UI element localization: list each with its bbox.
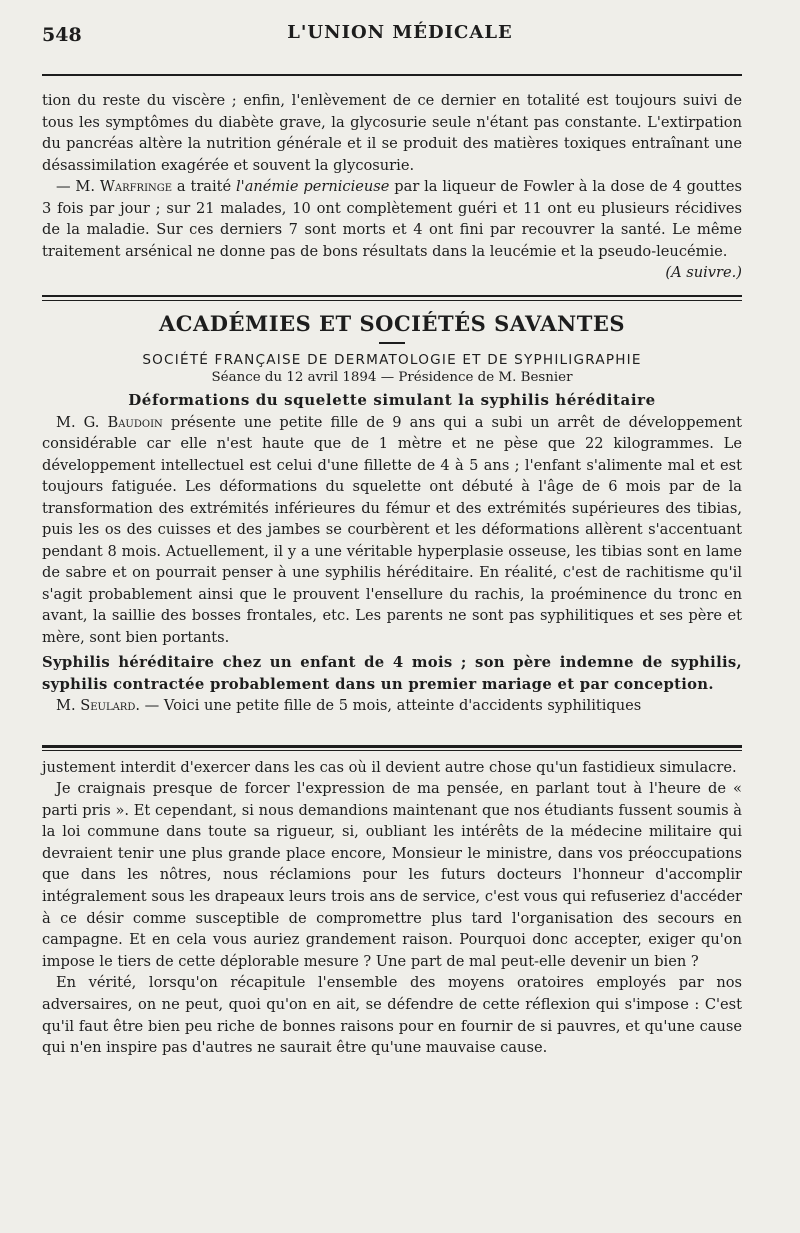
title-rule xyxy=(379,342,405,344)
seance-line: Séance du 12 avril 1894 — Présidence de M. Besnier xyxy=(211,369,573,385)
header-rule xyxy=(42,74,742,76)
paragraph-warfringe: — M. Warfringe a traité l'anémie pernicieuse par la liqueur de Fowler à la dose de 4 gouttes 3 fois par jour ; sur 21 malades, 10 ont complètement guéri et 11 ont eu plusieurs récidives de la maladie. Sur ces derniers 7 sont morts et 4 ont fini par recouvrer la santé. Le même traitement arsénical ne donne pas de bons résultats dans la leucémie et la pseudo-leucémie. xyxy=(42,178,742,260)
page-number: 548 xyxy=(42,24,82,46)
society-name: SOCIÉTÉ FRANÇAISE DE DERMATOLOGIE ET DE SYPHILIGRAPHIE xyxy=(142,351,642,368)
author-warfringe: Warfringe xyxy=(99,178,173,195)
paragraph-simulacre: justement interdit d'exercer dans les cas où il devient autre chose qu'un fastidieux simulacre. xyxy=(42,758,737,776)
section-divider xyxy=(42,295,742,301)
paragraph-seulard: M. Seulard. — Voici une petite fille de 5 mois, atteinte d'accidents syphilitiques xyxy=(56,697,642,714)
top-continuation xyxy=(42,90,742,284)
article-title-deformations: Déformations du squelette simulant la syphilis héréditaire xyxy=(128,390,656,409)
author-baudoin: M. G. Baudoin xyxy=(56,413,163,431)
paragraph-parti-pris: Je craignais presque de forcer l'expression de ma pensée, en parlant tout à l'heure de « parti pris ». Et cependant, si nous demandions maintenant que nos étudiants fussent soumis à la loi commune dans toute sa rigueur, si, oubliant les intérêts de la médecine militaire qui devraient tenir une plus grande place encore, Monsieur le ministre, dans vos préoccupations que dans les nôtres, nous réclamions pour les futurs docteurs l'honneur d'accomplir intégralement sous les drapeaux leurs trois ans de service, c'est vous qui refuseriez d'accéder à ce désir comme susceptible de compromettre plus tard l'organisation des secours en campagne. Et en cela vous auriez grandement raison. Pourquoi donc accepter, exiger qu'on impose le tiers de cette déplorable mesure ? Une part de mal peut-elle devenir un bien ? xyxy=(42,780,742,970)
journal-title: L'UNION MÉDICALE xyxy=(287,22,513,43)
article-title-syphilis: Syphilis héréditaire chez un enfant de 4 mois ; son père indemne de syphilis, syphilis contractée probablement dans un premier mariage et par conception. xyxy=(42,654,742,693)
a-suivre: (A suivre.) xyxy=(665,264,742,281)
italic-anemie: l'anémie pernicieuse xyxy=(236,178,390,195)
author-seulard: M. Seulard. xyxy=(56,697,140,714)
paragraph-baudoin: M. G. Baudoin présente une petite fille de 9 ans qui a subi un arrêt de développement considérable car elle n'est haute que de 1 mètre et ne pèse que 22 kilogrammes. Le développement intellectuel est celui d'une fillette de 4 à 5 ans ; l'enfant s'alimente mal et est toujours fatiguée. Les déformations du squelette ont débuté à l'âge de 6 mois par de la transformation des extrémités inférieures du fémur et des extrémités supérieures des tibias, puis les os des cuisses et des jambes se courbèrent et les déformations allèrent s'accentuant pendant 8 mois. Actuellement, il y a une véritable hyperplasie osseuse, les tibias sont en lame de sabre et on pourrait penser à une syphilis héréditaire. En réalité, c'est de rachitisme qu'il s'agit probablement ainsi que le prouvent l'ensellure du rachis, la proéminence du tronc en avant, la saillie des bosses frontales, etc. Les parents ne sont pas syphilitiques et ses père et mère, sont bien portants. xyxy=(42,413,742,646)
paragraph-pancreas: tion du reste du viscère ; enfin, l'enlèvement de ce dernier en totalité est toujours suivi de tous les symptômes du diabète grave, la glycosurie seule n'étant pas constante. L'extirpation du pancréas altère la nutrition générale et il se produit des matières toxiques entraînant une désassimilation exagérée et souvent la glycosurie. xyxy=(42,92,742,174)
paragraph-en-verite: En vérité, lorsqu'on récapitule l'ensemble des moyens oratoires employés par nos adversaires, on ne peut, quoi qu'on en ait, se défendre de cette réflexion qui s'impose : C'est qu'il faut être bien peu riche de bonnes raisons pour en fournir de si pauvres, et qu'une cause qui n'en inspire pas d'autres ne saurait être qu'une mauvaise cause. xyxy=(42,974,742,1057)
feuilleton xyxy=(42,757,742,1059)
section-title: ACADÉMIES ET SOCIÉTÉS SAVANTES xyxy=(158,310,625,336)
feuilleton-divider xyxy=(42,745,742,751)
